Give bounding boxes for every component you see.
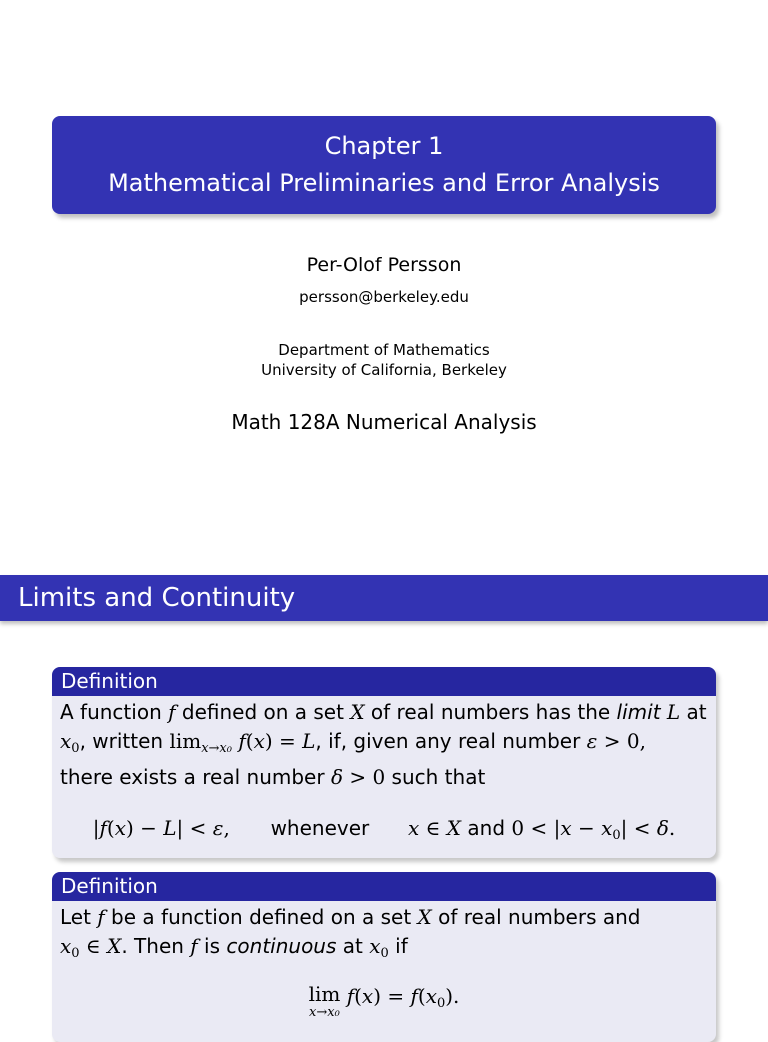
frame-title: Limits and Continuity	[18, 583, 296, 613]
department: Department of Mathematics	[278, 341, 490, 359]
author-name: Per-Olof Persson	[306, 254, 462, 276]
definition-text: Let f be a function defined on a set X of real numbers and $x_0$ ∈ X. Then f is continuous at $x_0$ if	[60, 905, 641, 961]
limit-inequality: |f(x) − L| < ε, whenever x ∈ X and $0 < |x - x_0| < \delta$.	[92, 816, 676, 843]
definition-limit-block	[52, 667, 716, 858]
definition-continuity-block	[52, 872, 716, 1042]
author-email: persson@berkeley.edu	[299, 288, 469, 306]
frame-title-bar	[0, 575, 768, 621]
definition-text: A function f defined on a set X of real numbers has the limit L at $x_0$, written $\lim_{x\to x_0} f(x) = L$, if, given any real number ε > 0, there exists a real number δ > 0 such that	[60, 700, 707, 789]
block-title: Definition	[52, 872, 716, 901]
university: University of California, Berkeley	[261, 361, 507, 379]
course-name: Math 128A Numerical Analysis	[231, 410, 537, 434]
block-body	[52, 901, 716, 1028]
title-box	[52, 116, 716, 214]
chapter-title: Mathematical Preliminaries and Error Analysis	[108, 169, 660, 197]
continuity-equation: lim x→x₀ $f(x) = f(x_0)$.	[308, 982, 460, 1020]
affiliation	[0, 340, 768, 380]
chapter-label: Chapter 1	[324, 132, 444, 160]
block-title: Definition	[52, 667, 716, 696]
block-body	[52, 696, 716, 858]
